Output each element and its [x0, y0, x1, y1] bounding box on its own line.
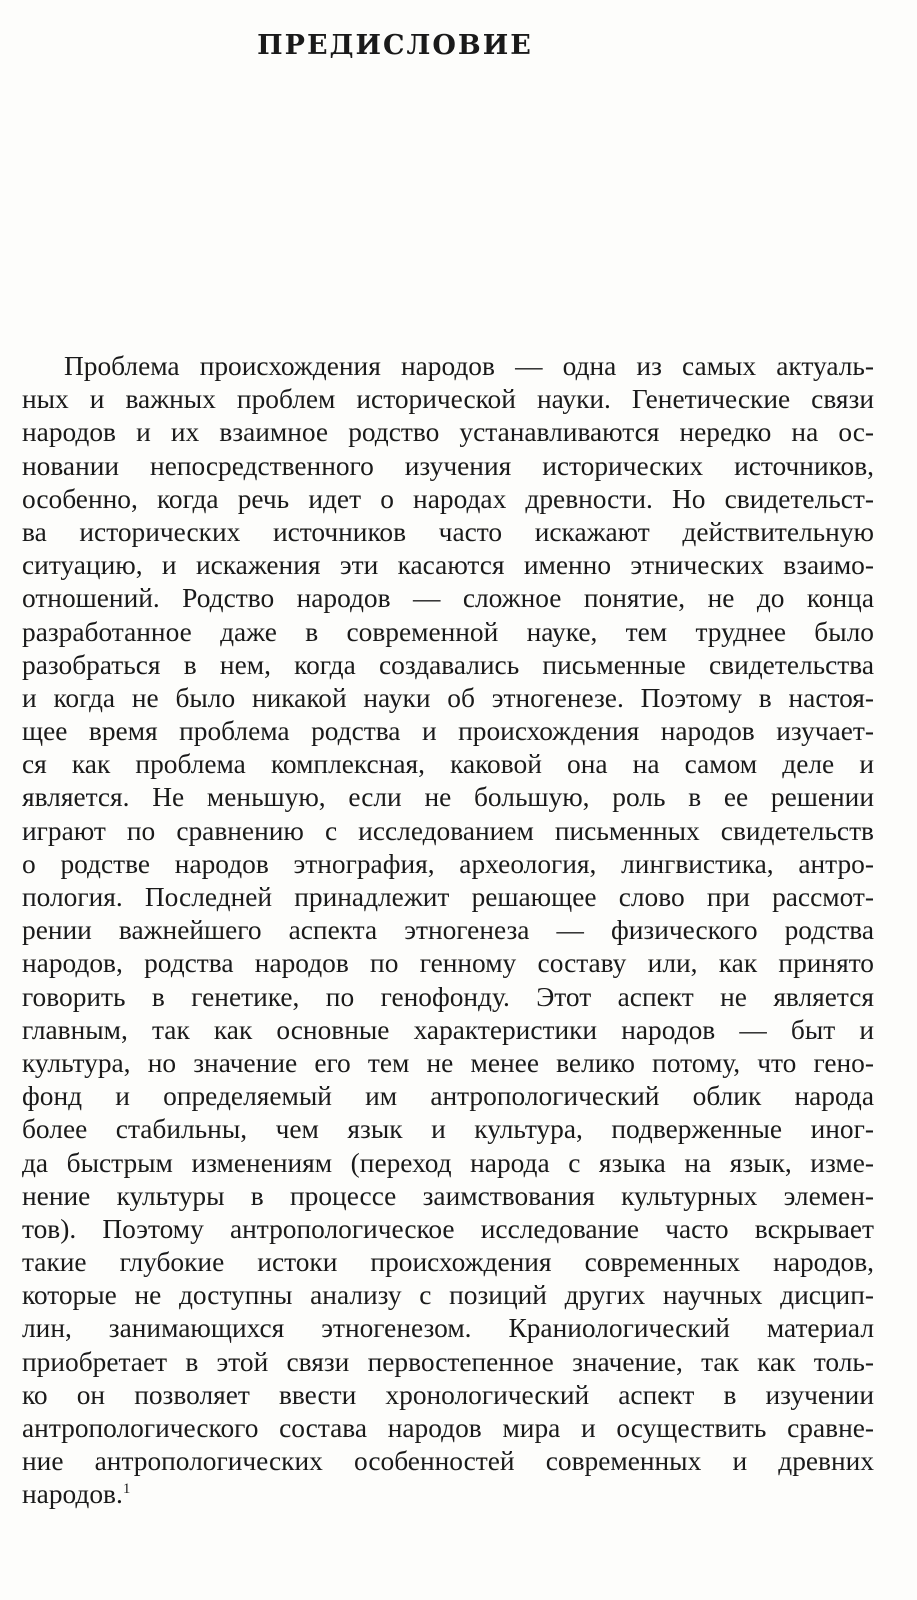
text-line: ситуацию, и искажения эти касаются именно этнических взаимо-: [22, 550, 874, 581]
text-line: говорить в генетике, по генофонду. Этот аспект не является: [22, 981, 874, 1012]
text-line: новании непосредственного изучения исторических источников,: [22, 450, 874, 481]
text-line: да быстрым изменениям (переход народа с языка на язык, изме-: [22, 1147, 874, 1178]
text-line: фонд и определяемый им антропологический облик народа: [22, 1081, 874, 1112]
text-line: главным, так как основные характеристики народов — быт и: [22, 1014, 874, 1045]
page-title: ПРЕДИСЛОВИЕ: [257, 30, 533, 61]
text-line: щее время проблема родства и происхождения народов изучает-: [22, 716, 874, 747]
text-line: приобретает в этой связи первостепенное значение, так как толь-: [22, 1346, 874, 1377]
preface-paragraph: [22, 350, 874, 1512]
text-line: народов и их взаимное родство устанавливаются нередко на ос-: [22, 417, 874, 448]
text-line: ва исторических источников часто искажают действительную: [22, 516, 874, 547]
text-line: разработанное даже в современной науке, тем труднее было: [22, 616, 874, 647]
text-line: которые не доступны анализу с позиций других научных дисцип-: [22, 1280, 874, 1311]
text-line: тов). Поэтому антропологическое исследование часто вскрывает: [22, 1213, 874, 1244]
text-line: более стабильны, чем язык и культура, подверженные иног-: [22, 1114, 874, 1145]
text-line: играют по сравнению с исследованием письменных свидетельств: [22, 815, 874, 846]
text-line: лин, занимающихся этногенезом. Краниологический материал: [22, 1313, 874, 1344]
text-line: и когда не было никакой науки об этногенезе. Поэтому в настоя-: [22, 682, 874, 713]
text-line: отношений. Родство народов — сложное понятие, не до конца: [22, 583, 874, 614]
text-line: рении важнейшего аспекта этногенеза — физического родства: [22, 915, 874, 946]
text-line: ся как проблема комплексная, каковой она на самом деле и: [22, 749, 874, 780]
text-line: народов, родства народов по генному составу или, как принято: [22, 948, 874, 979]
text-line: ние антропологических особенностей современных и древних: [22, 1446, 874, 1477]
text-line: культура, но значение его тем не менее велико потому, что гено-: [22, 1047, 874, 1078]
text-line: ко он позволяет ввести хронологический аспект в изучении: [22, 1379, 874, 1410]
text-line: разобраться в нем, когда создавались письменные свидетельства: [22, 649, 874, 680]
text-line: ных и важных проблем исторической науки. Генетические связи: [22, 384, 874, 415]
text-line: особенно, когда речь идет о народах древности. Но свидетельст-: [22, 483, 874, 514]
last-line-text: народов.: [22, 1479, 123, 1510]
footnote-marker[interactable]: 1: [122, 1481, 131, 1498]
text-line: является. Не меньшую, если не большую, роль в ее решении: [22, 782, 874, 813]
text-line: антропологического состава народов мира и осуществить сравне-: [22, 1413, 874, 1443]
text-line: о родстве народов этнография, археология, лингвистика, антро-: [22, 848, 874, 879]
text-line: нение культуры в процессе заимствования культурных элемен-: [22, 1180, 874, 1211]
text-line: Проблема происхождения народов — одна из самых актуаль-: [64, 351, 874, 381]
text-line-last: [22, 1478, 874, 1511]
text-line: такие глубокие истоки происхождения современных народов,: [22, 1247, 874, 1278]
text-line: пология. Последней принадлежит решающее слово при рассмот-: [22, 882, 874, 912]
